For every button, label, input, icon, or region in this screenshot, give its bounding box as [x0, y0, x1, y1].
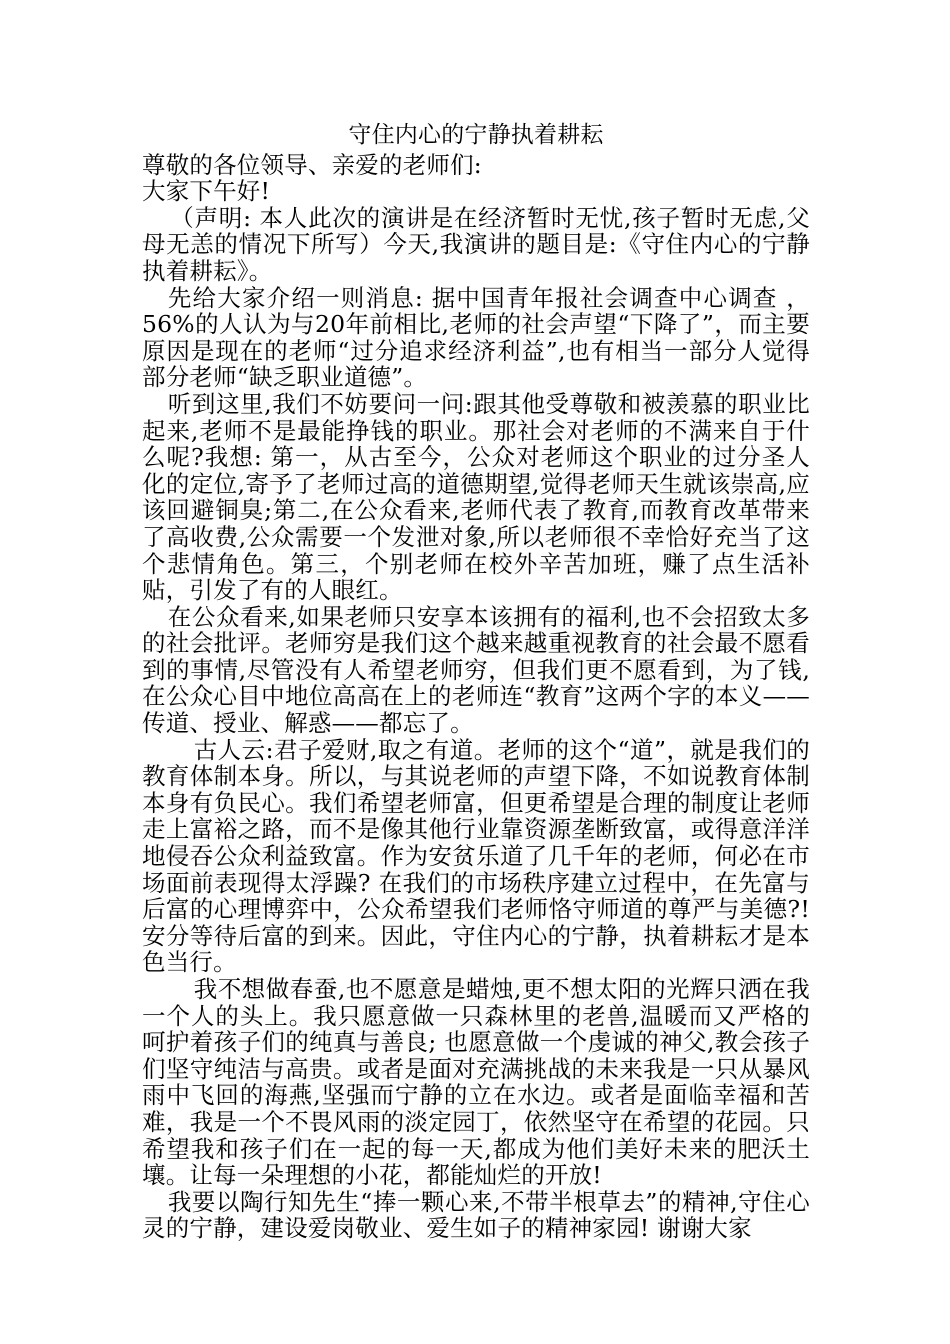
paragraph-public-view: 在公众看来,如果老师只安享本该拥有的福利,也不会招致太多的社会批评。老师穷是我们这个越来越重视教育的社会最不愿看到的事情,尽管没有人希望老师穷，但我们更不愿看到，为了钱,在公众心目中地位高高在上的老师连“教育”这两个字的本义——传道、授业、解惑——都忘了。: [142, 602, 810, 738]
paragraph-closing: 我要以陶行知先生“捧一颗心来,不带半根草去”的精神,守住心灵的宁静，建设爱岗敬业、爱生如子的精神家园! 谢谢大家: [142, 1187, 810, 1243]
paragraph-question: 听到这里,我们不妨要问一问:跟其他受尊敬和被羡慕的职业比起来,老师不是最能挣钱的职业。那社会对老师的不满来自于什么呢?我想: 第一，从古至今，公众对老师这个职业的过分圣人化的定位,寄予了老师过高的道德期望,觉得老师天生就该崇高,应该回避铜臭;第二,在公众看来,老师代表了教育,而教育改革带来了高收费,公众需要一个发泄对象,所以老师很不幸恰好充当了这个悲情角色。第三，个别老师在校外辛苦加班，赚了点生活补贴，引发了有的人眼红。: [142, 389, 810, 605]
paragraph-statement: （声明: 本人此次的演讲是在经济暂时无忧,孩子暂时无虑,父母无恙的情况下所写）今天,我演讲的题目是:《守住内心的宁静执着耕耘》。: [142, 203, 810, 285]
paragraph-ancient-saying: 古人云:君子爱财,取之有道。老师的这个“道”，就是我们的教育体制本身。所以，与其说老师的声望下降，不如说教育体制本身有负民心。我们希望老师富，但更希望是合理的制度让老师走上富裕之路，而不是像其他行业靠资源垄断致富，或得意洋洋地侵吞公众利益致富。作为安贫乐道了几千年的老师，何必在市场面前表现得太浮躁? 在我们的市场秩序建立过程中，在先富与后富的心理博弈中，公众希望我们老师恪守师道的尊严与美德?! 安分等待后富的到来。因此，守住内心的宁静，执着耕耘才是本色当行。: [142, 735, 810, 977]
paragraph-news: 先给大家介绍一则消息: 据中国青年报社会调查中心调查 ，56%的人认为与20年前相比,老师的社会声望“下降了”，而主要原因是现在的老师“过分追求经济利益”,也有相当一部分人觉得部分老师“缺乏职业道德”。: [142, 283, 810, 392]
speech-body: [142, 122, 810, 1242]
speech-title: 守住内心的宁静执着耕耘: [348, 122, 604, 148]
salutation: 尊敬的各位领导、亲爱的老师们:: [142, 150, 482, 179]
paragraph-aspiration: 我不想做春蚕,也不愿意是蜡烛,更不想太阳的光辉只洒在我一个人的头上。我只愿意做一只森林里的老兽,温暖而又严格的呵护着孩子们的纯真与善良; 也愿意做一个虔诚的神父,教会孩子们坚守纯洁与高贵。或者是面对充满挑战的未来我是一只从暴风雨中飞回的海燕,坚强而宁静的立在水边。或者是面临幸福和苦难，我是一个不畏风雨的淡定园丁，依然坚守在希望的花园。只希望我和孩子们在一起的每一天,都成为他们美好未来的肥沃土壤。让每一朵理想的小花，都能灿烂的开放!: [142, 975, 810, 1190]
greeting: 大家下午好!: [142, 177, 271, 206]
